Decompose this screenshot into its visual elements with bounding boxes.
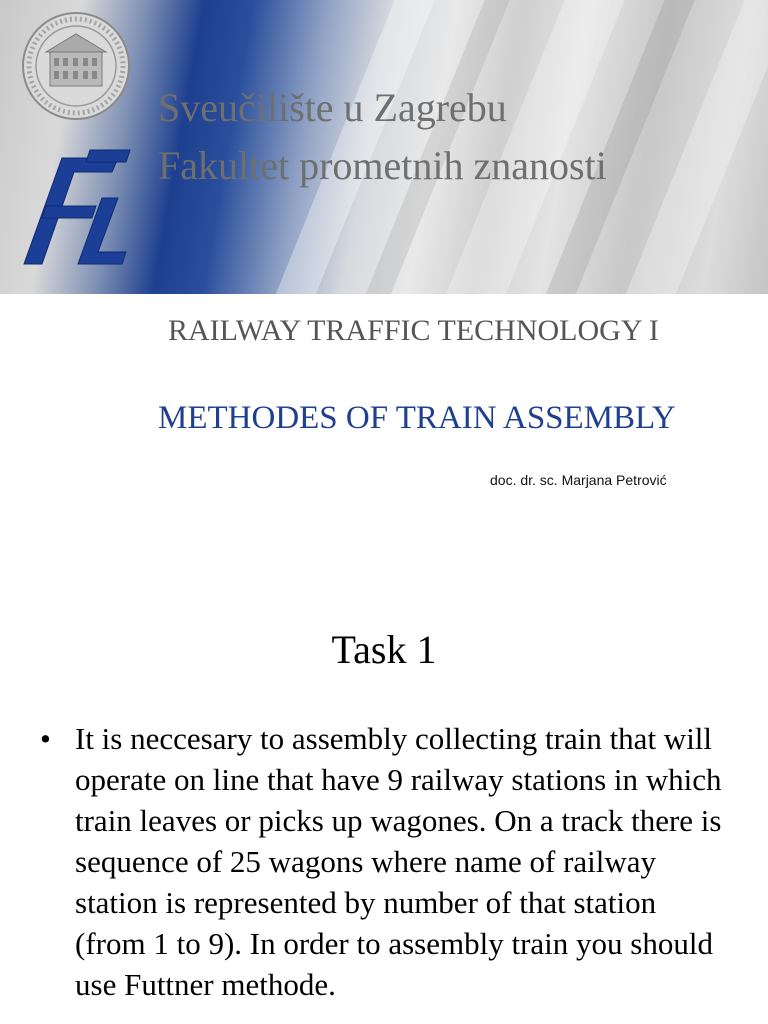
faculty-name: Fakultet prometnih znanosti — [158, 143, 607, 188]
task-text: It is neccesary to assembly collecting train that will operate on line that have 9 railway stations in which train leaves or picks up wagones. On a track there is sequence of 25 wagons where name of railway station is represented by number of that station (from 1 to 9). In order to assembly train you should use Futtner methode. — [75, 721, 722, 1002]
bullet-icon: • — [40, 721, 51, 756]
university-name: Sveučilište u Zagrebu — [158, 85, 507, 130]
task-description — [40, 718, 730, 1005]
lecture-title: METHODES OF TRAIN ASSEMBLY — [158, 400, 676, 436]
header-banner — [0, 0, 768, 294]
university-seal-icon — [20, 10, 132, 122]
author-name: doc. dr. sc. Marjana Petrović — [490, 472, 667, 488]
slide-title: Task 1 — [331, 627, 437, 672]
course-title: RAILWAY TRAFFIC TECHNOLOGY I — [168, 314, 659, 347]
task-bullet-list — [40, 718, 730, 1005]
fpz-logo-icon — [18, 140, 138, 270]
